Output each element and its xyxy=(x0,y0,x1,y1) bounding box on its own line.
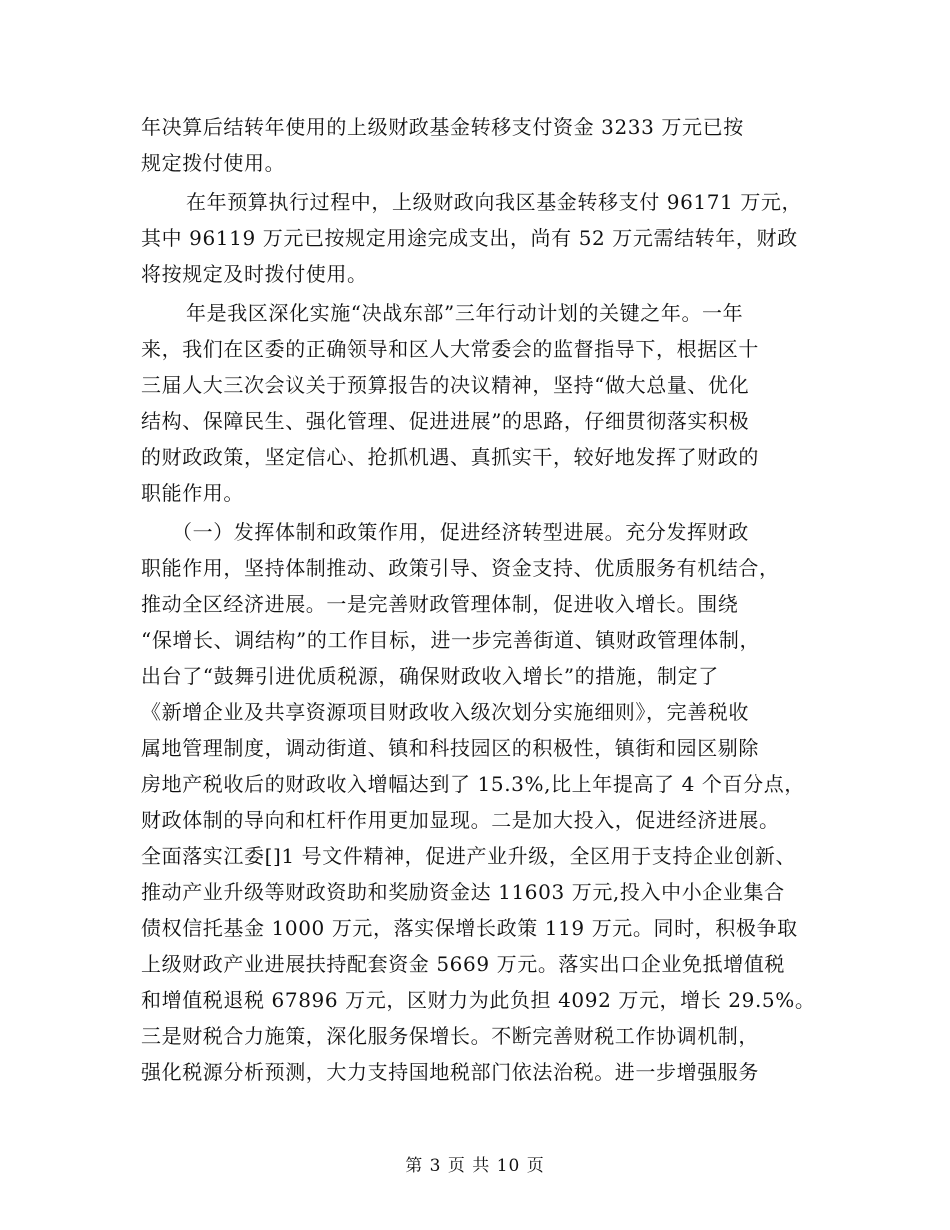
section-heading-line: （一）发挥体制和政策作用，促进经济转型进展。充分发挥财政 xyxy=(172,520,749,544)
text-line: 职能作用，坚持体制推动、政策引导、资金支持、优质服务有机结合， xyxy=(141,556,780,580)
text-line: 职能作用。 xyxy=(141,481,244,505)
text-line: 《新增企业及共享资源项目财政收入级次划分实施细则》，完善税收 xyxy=(141,700,749,724)
text-line: “保增长、调结构”的工作目标，进一步完善街道、镇财政管理体制， xyxy=(141,628,761,652)
text-line: 财政体制的导向和杠杆作用更加显现。二是加大投入，促进经济进展。 xyxy=(141,808,780,832)
text-line: 三届人大三次会议关于预算报告的决议精神，坚持“做大总量、优化 xyxy=(141,373,750,397)
text-line: 规定拨付使用。 xyxy=(141,151,286,175)
page-number-footer: 第 3 页 共 10 页 xyxy=(405,1156,545,1176)
text-line: 和增值税退税 67896 万元，区财力为此负担 4092 万元，增长 29.5%。 xyxy=(141,988,816,1012)
text-line: 来，我们在区委的正确领导和区人大常委会的监督指导下，根据区十 xyxy=(141,337,759,361)
text-line: 其中 96119 万元已按规定用途完成支出，尚有 52 万元需结转年，财政 xyxy=(141,226,798,250)
text-line: 结构、保障民生、强化管理、促进进展”的思路，仔细贯彻落实积极 xyxy=(141,409,750,433)
text-line: 强化税源分析预测，大力支持国地税部门依法治税。进一步增强服务 xyxy=(141,1060,759,1084)
paragraph-start-line: 年是我区深化实施“决战东部”三年行动计划的关键之年。一年 xyxy=(186,301,744,325)
text-line: 推动产业升级等财政资助和奖励资金达 11603 万元,投入中小企业集合 xyxy=(141,880,785,904)
text-line: 年决算后结转年使用的上级财政基金转移支付资金 3233 万元已按 xyxy=(141,115,744,139)
paragraph-start-line: 在年预算执行过程中，上级财政向我区基金转移支付 96171 万元， xyxy=(186,190,803,214)
text-line: 房地产税收后的财政收入增幅达到了 15.3%,比上年提高了 4 个百分点， xyxy=(141,772,805,796)
text-line: 推动全区经济进展。一是完善财政管理体制，促进收入增长。围绕 xyxy=(141,592,739,616)
text-line: 属地管理制度，调动街道、镇和科技园区的积极性，镇街和园区剔除 xyxy=(141,736,759,760)
text-line: 上级财政产业进展扶持配套资金 5669 万元。落实出口企业免抵增值税 xyxy=(141,952,786,976)
text-line: 将按规定及时拨付使用。 xyxy=(141,262,368,286)
text-line: 债权信托基金 1000 万元，落实保增长政策 119 万元。同时，积极争取 xyxy=(141,916,798,940)
text-line: 三是财税合力施策，深化服务保增长。不断完善财税工作协调机制， xyxy=(141,1024,759,1048)
text-line: 的财政政策，坚定信心、抢抓机遇、真抓实干，较好地发挥了财政的 xyxy=(141,445,759,469)
text-line: 全面落实江委[]1 号文件精神，促进产业升级，全区用于支持企业创新、 xyxy=(141,844,797,868)
text-line: 出台了“鼓舞引进优质税源，确保财政收入增长”的措施，制定了 xyxy=(141,664,719,688)
